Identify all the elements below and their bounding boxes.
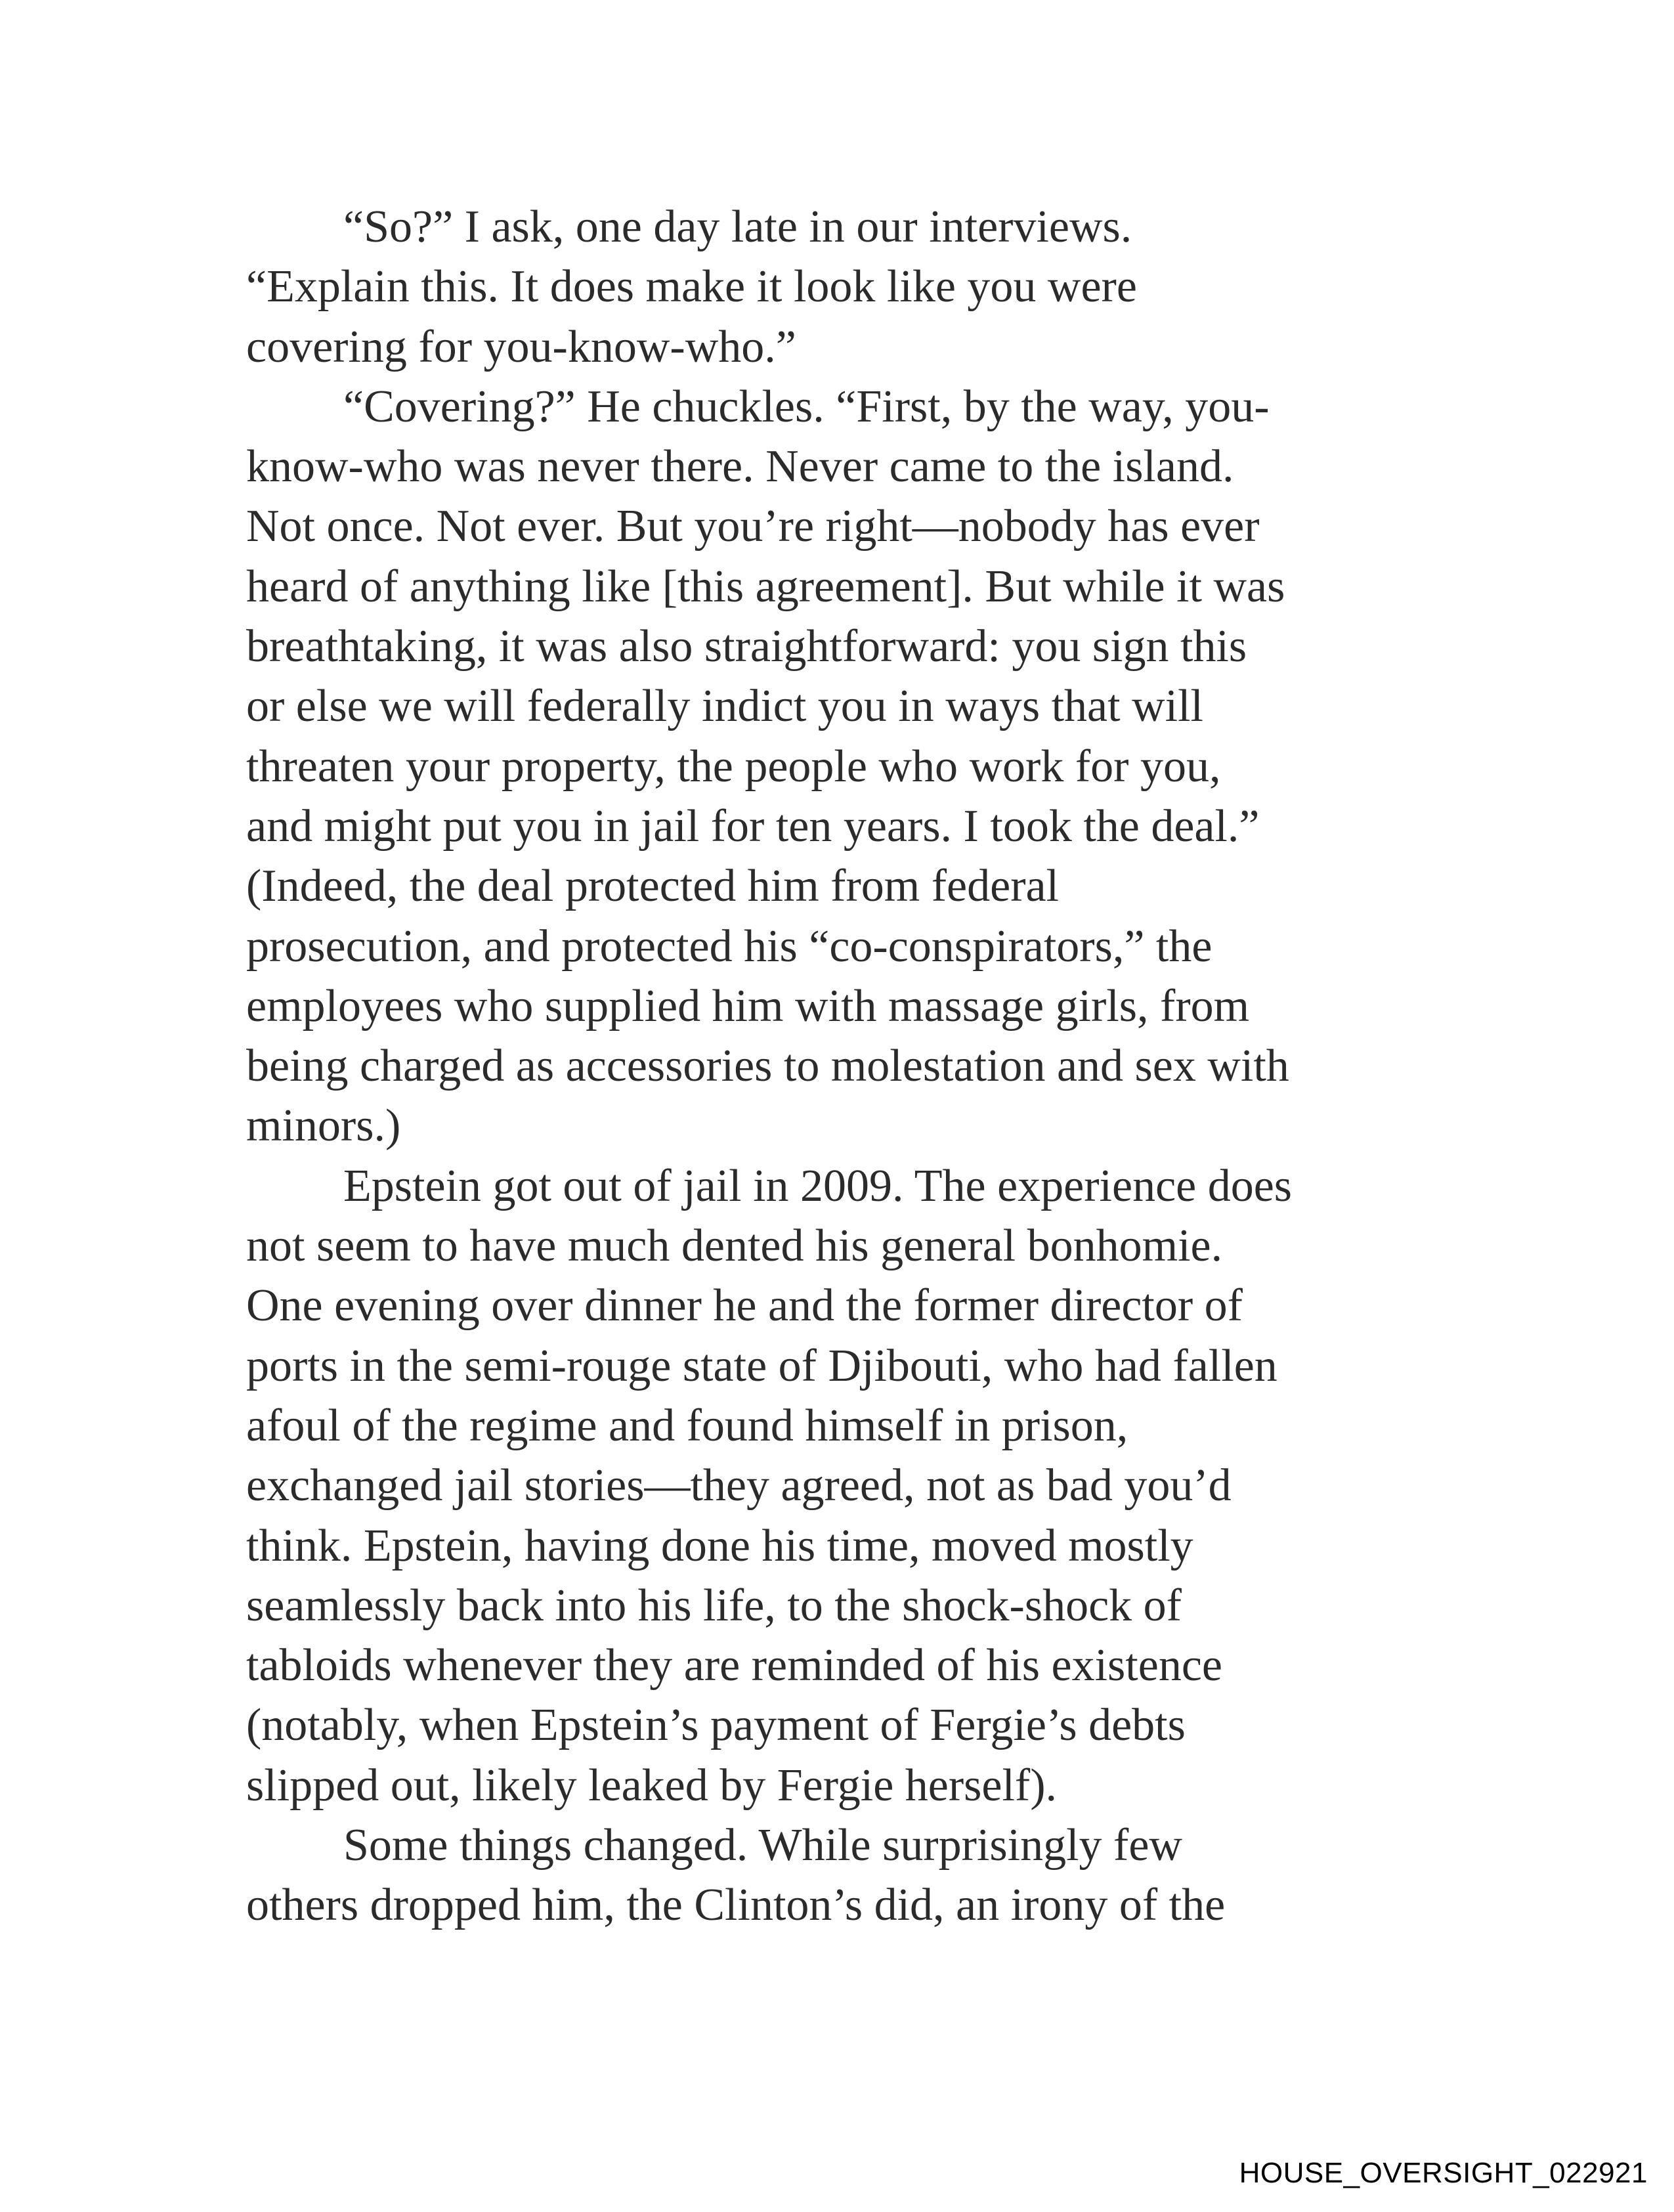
bates-number: HOUSE_OVERSIGHT_022921 <box>1239 2157 1648 2189</box>
text-line: covering for you-know-who.” <box>246 321 796 372</box>
text-line: ports in the semi-rouge state of Djibouti, who had fallen <box>246 1340 1277 1391</box>
body-text <box>246 197 1448 1936</box>
text-line: (Indeed, the deal protected him from federal <box>246 861 1060 912</box>
text-line: One evening over dinner he and the former director of <box>246 1280 1243 1332</box>
text-line: know-who was never there. Never came to the island. <box>246 441 1234 492</box>
text-line: employees who supplied him with massage girls, from <box>246 980 1250 1031</box>
text-line: threaten your property, the people who work for you, <box>246 741 1221 792</box>
text-line: and might put you in jail for ten years. I took the deal.” <box>246 800 1260 852</box>
text-line: Epstein got out of jail in 2009. The experience does <box>343 1160 1293 1211</box>
text-line: “So?” I ask, one day late in our interviews. <box>343 202 1132 252</box>
text-line: being charged as accessories to molestation and sex with <box>246 1041 1289 1092</box>
text-line: seamlessly back into his life, to the shock-shock of <box>246 1580 1182 1631</box>
text-line: Some things changed. While surprisingly few <box>343 1820 1182 1871</box>
text-line: afoul of the regime and found himself in prison, <box>246 1400 1128 1451</box>
text-line: not seem to have much dented his general bonhomie. <box>246 1221 1223 1272</box>
text-line: slipped out, likely leaked by Fergie herself). <box>246 1760 1058 1811</box>
text-line: “Explain this. It does make it look like you were <box>246 261 1137 313</box>
text-line: exchanged jail stories—they agreed, not as bad you’d <box>246 1460 1232 1511</box>
text-line: “Covering?” He chuckles. “First, by the way, you- <box>343 381 1270 432</box>
text-line: heard of anything like [this agreement]. But while it was <box>246 561 1285 612</box>
text-line: minors.) <box>246 1100 401 1152</box>
text-line: Not once. Not ever. But you’re right—nobody has ever <box>246 501 1260 552</box>
text-line: others dropped him, the Clinton’s did, an irony of the <box>246 1880 1226 1931</box>
text-line: prosecution, and protected his “co-conspirators,” the <box>246 921 1213 972</box>
text-line: tabloids whenever they are reminded of his existence <box>246 1640 1222 1691</box>
text-line: think. Epstein, having done his time, moved mostly <box>246 1520 1193 1571</box>
text-line: or else we will federally indict you in ways that will <box>246 681 1203 732</box>
text-line: breathtaking, it was also straightforward: you sign this <box>246 621 1247 672</box>
text-line: (notably, when Epstein’s payment of Fergie’s debts <box>246 1700 1186 1751</box>
